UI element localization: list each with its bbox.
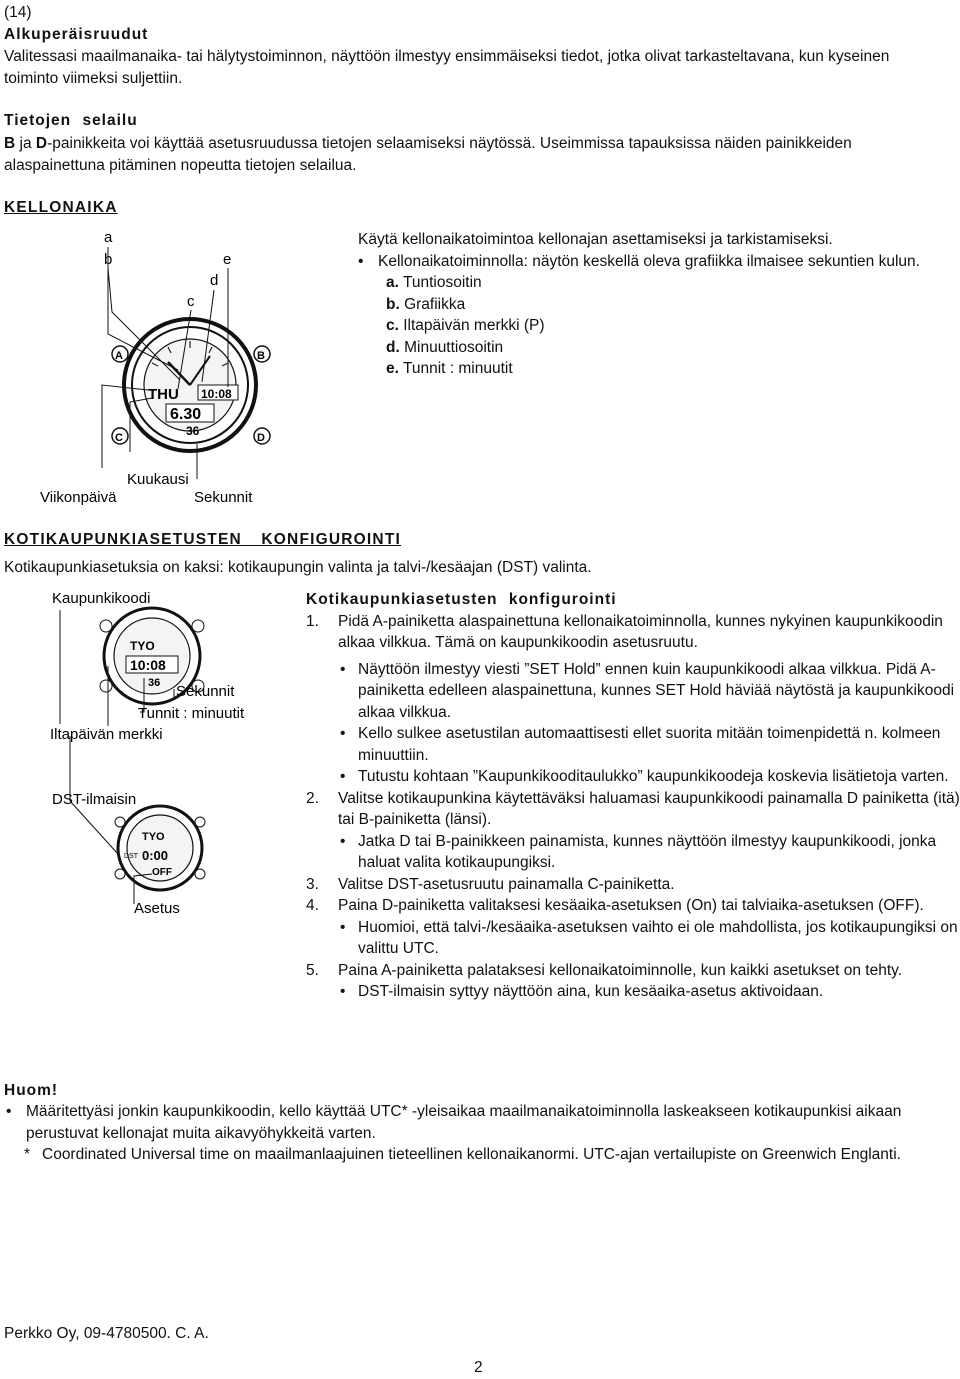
fig2-label-dst: DST-ilmaisin — [52, 791, 137, 808]
section-title-alkuperaisruudut: Alkuperäisruudut — [4, 26, 149, 43]
fig-btn-d: D — [257, 432, 265, 444]
step-2: 2. Valitse kotikaupunkina käytettäväksi haluamasi kaupunkikoodi painamalla D painiketta (itä) tai B-painiketta (länsi). — [306, 789, 960, 828]
kellonaika-item-e: e. Tunnit : minuutit — [386, 360, 513, 377]
watch-figure-home-city — [48, 586, 268, 921]
fig-label-d: d — [210, 272, 219, 289]
step-1: 1. Pidä A-painiketta alaspainettuna kellonaikatoiminnolla, kunnes nykyinen kaupunkikoodin alkaa vilkkua. Tämä on kaupunkikoodin asetusruutu. — [306, 612, 943, 651]
fig-display-sec: 36 — [186, 424, 200, 438]
fig3-display-off: OFF — [152, 867, 172, 878]
fig-label-b: b — [104, 251, 113, 268]
fig-label-kuukausi: Kuukausi — [127, 471, 189, 488]
fig2-label-kaupunkikoodi: Kaupunkikoodi — [52, 590, 151, 607]
kellonaika-item-a: a. Tuntiosoitin — [386, 274, 482, 291]
fig2-label-iltapaiva: Iltapäivän merkki — [50, 726, 163, 743]
fig2-display-sec: 36 — [148, 677, 161, 689]
fig-btn-a: A — [115, 350, 123, 362]
kellonaika-item-c: c. Iltapäivän merkki (P) — [386, 317, 545, 334]
huom-title: Huom! — [4, 1082, 59, 1099]
kellonaika-item-d: d. Minuuttiosoitin — [386, 338, 504, 356]
fig3-label-asetus: Asetus — [134, 900, 180, 917]
step-1-bullet-2: • Kello sulkee asetustilan automaattisesti ellet suorita mitään toimenpidettä n. kolmeen minuuttiin. — [306, 723, 960, 766]
fig-label-a: a — [104, 229, 113, 246]
section-title-konfigurointi: KOTIKAUPUNKIASETUSTEN KONFIGUROINTI — [4, 531, 401, 548]
fig-label-e: e — [223, 251, 232, 268]
fig3-display-city: TYO — [142, 831, 165, 843]
alkuperaisruudut-text: Valitessasi maailmanaika- tai hälytystoiminnon, näyttöön ilmestyy ensimmäiseksi tiedot, jotka olivat tarkasteltavana, kun kyseinen toiminto viimeksi suljettiin. — [4, 48, 890, 87]
kellonaika-item-b: b. Grafiikka — [386, 295, 466, 313]
kellonaika-items — [358, 272, 958, 380]
section-title-selailu: Tietojen selailu — [4, 112, 138, 129]
fig2-label-tunnit: Tunnit : minuutit — [138, 705, 245, 722]
konfigurointi-subtitle: Kotikaupunkiasetusten konfigurointi — [306, 591, 617, 608]
fig-display-main: 6.30 — [170, 406, 202, 423]
fig-display-day: THU — [148, 386, 179, 403]
step-2-bullet-1: • Jatka D tai B-painikkeen painamista, kunnes näyttöön ilmestyy kaupunkikoodi, jonka haluat valita kotikaupungiksi. — [306, 831, 960, 874]
fig-label-viikonpaiva: Viikonpäivä — [40, 489, 117, 506]
fig-btn-b: B — [257, 350, 265, 362]
watch-figure-time — [40, 222, 300, 512]
selailu-text: B ja D-painikkeita voi käyttää asetusruudussa tietojen selaamiseksi näytössä. Useimmissa tapauksissa näiden painikkeiden alaspainettuna pitäminen nopeutta tietojen selailua. — [4, 135, 852, 174]
fig-label-c: c — [187, 293, 195, 310]
kellonaika-bullet: • Kellonaikatoiminnolla: näytön keskellä oleva grafiikka ilmaisee sekuntien kulun. — [356, 251, 958, 273]
section-title-kellonaika: KELLONAIKA — [4, 199, 118, 216]
kellonaika-content — [358, 229, 958, 380]
fig-display-time: 10:08 — [201, 387, 232, 401]
huom-note-mark: * — [24, 1146, 31, 1163]
huom-note — [24, 1144, 949, 1166]
huom-bullet: • Määritettyäsi jonkin kaupunkikoodin, kello käyttää UTC* -yleisaikaa maailmanaikatoiminnolla laskeakseen kotikaupunkisi aikaan perustuvat kellonajat muita aikavyöhykkeitä varten. — [4, 1101, 960, 1144]
fig2-display-time: 10:08 — [130, 657, 166, 673]
step-4: 4. Paina D-painiketta valitaksesi kesäaika-asetuksen (On) tai talviaika-asetuksen (OFF). — [306, 897, 924, 914]
konfigurointi-intro: Kotikaupunkiasetuksia on kaksi: kotikaupungin valinta ja talvi-/kesäajan (DST) valinta. — [4, 559, 592, 576]
step-4-bullet-1: • Huomioi, että talvi-/kesäaika-asetuksen vaihto ei ole mahdollista, jos kotikaupungiksi on valittu UTC. — [306, 917, 960, 960]
step-3: 3. Valitse DST-asetusruutu painamalla C-painiketta. — [306, 875, 675, 893]
step-1-bullet-3: • Tutustu kohtaan ”Kaupunkikooditaulukko” kaupunkikoodeja koskevia lisätietoja varten. — [306, 766, 960, 788]
fig3-display-dst: DST — [124, 853, 138, 860]
fig-btn-c: C — [115, 432, 123, 444]
fig3-display-time: 0:00 — [142, 848, 169, 863]
kellonaika-intro: Käytä kellonaikatoimintoa kellonajan asettamiseksi ja tarkistamiseksi. — [358, 231, 833, 248]
fig2-display-city: TYO — [130, 639, 155, 653]
footer-page-number: 2 — [474, 1359, 483, 1376]
footer-company: Perkko Oy, 09-4780500. C. A. — [4, 1325, 209, 1342]
watch-small-2 — [115, 806, 205, 890]
huom-note-text: Coordinated Universal time on maailmanlaajuinen tieteellinen kellonaikanormi. UTC-ajan vertailupiste on Greenwich Englanti. — [42, 1146, 901, 1163]
step-1-bullet-1: • Näyttöön ilmestyy viesti ”SET Hold” ennen kuin kaupunkikoodi alkaa vilkkua. Pidä A-painiketta edelleen alaspainettuna, kunnes SET Hold häviää näytöstä ja kaupunkikoodi alkaa vilkkua. — [306, 659, 960, 724]
step-5: 5. Paina A-painiketta palataksesi kellonaikatoiminnolle, kun kaikki asetukset on tehty. — [306, 961, 903, 979]
page-reference: (14) — [4, 4, 32, 21]
konfigurointi-steps — [306, 589, 960, 1003]
step-5-bullet-1: • DST-ilmaisin syttyy näyttöön aina, kun kesäaika-asetus aktivoidaan. — [306, 981, 960, 1003]
fig-label-sekunnit: Sekunnit — [194, 489, 253, 506]
fig2-label-sekunnit: Sekunnit — [176, 683, 235, 700]
